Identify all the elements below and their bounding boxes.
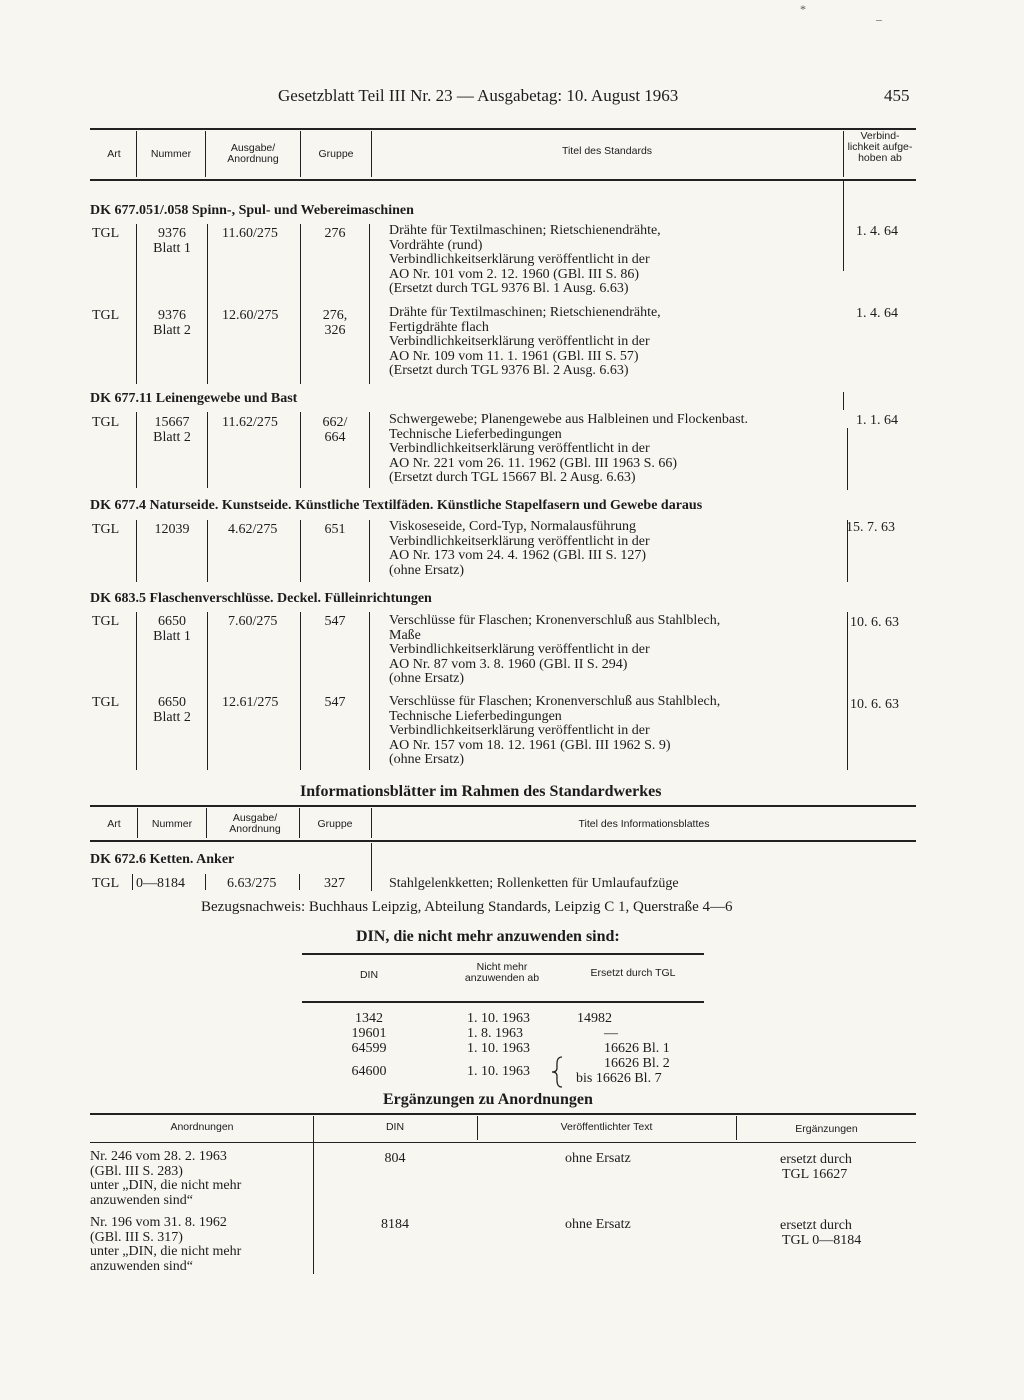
section-heading: DK 683.5 Flaschenverschlüsse. Deckel. Fülleinrichtungen bbox=[90, 591, 432, 606]
titel-line: AO Nr. 87 vom 3. 8. 1960 (GBl. II S. 294) bbox=[389, 656, 628, 672]
din-cell: 8184 bbox=[381, 1217, 409, 1232]
blatt-cell: Blatt 2 bbox=[153, 710, 191, 725]
titel-line: Technische Lieferbedingungen bbox=[389, 426, 562, 442]
gruppe-cell: 327 bbox=[324, 876, 345, 891]
ab-cell: 1. 10. 1963 bbox=[467, 1041, 530, 1056]
info-col-header-art: Art bbox=[107, 818, 121, 830]
titel-line: (Ersetzt durch TGL 9376 Bl. 2 Ausg. 6.63) bbox=[389, 363, 629, 378]
col-header-titel: Titel des Standards bbox=[561, 145, 653, 157]
gruppe-cell: 276, bbox=[322, 308, 348, 323]
titel-line: Drähte für Textilmaschinen; Rietschienendrähte, bbox=[389, 305, 661, 320]
titel-line: Verschlüsse für Flaschen; Kronenverschluß aus Stahlblech, bbox=[389, 613, 721, 628]
din-cell: 64599 bbox=[351, 1041, 387, 1056]
supp-col-header-text: Veröffentlichter Text bbox=[560, 1121, 653, 1133]
info-col-header-ausgabe: Ausgabe/ Anordnung bbox=[229, 812, 281, 835]
section-heading: DK 677.051/.058 Spinn-, Spul- und Webereimaschinen bbox=[90, 203, 414, 218]
titel-line: (Ersetzt durch TGL 15667 Bl. 2 Ausg. 6.63) bbox=[389, 470, 636, 485]
art-cell: TGL bbox=[92, 695, 120, 710]
titel-cell bbox=[389, 306, 661, 379]
titel-line: AO Nr. 109 vom 11. 1. 1961 (GBl. III S. 57) bbox=[389, 348, 639, 364]
ausgabe-cell: 11.62/275 bbox=[222, 415, 278, 430]
ersetzt-cell: bis 16626 Bl. 7 bbox=[576, 1071, 662, 1086]
titel-line: Verbindlichkeitserklärung veröffentlicht in der bbox=[389, 252, 650, 267]
anordnung-line: unter „DIN, die nicht mehr bbox=[90, 1178, 242, 1193]
din-cell: 19601 bbox=[351, 1026, 387, 1041]
source-note: Bezugsnachweis: Buchhaus Leipzig, Abteilung Standards, Leipzig C 1, Querstraße 4—6 bbox=[201, 899, 733, 915]
ersetzt-cell: — bbox=[604, 1026, 618, 1041]
art-cell: TGL bbox=[92, 876, 120, 891]
info-table-heading: Informationsblätter im Rahmen des Standardwerkes bbox=[300, 783, 662, 800]
blatt-cell: Blatt 2 bbox=[153, 323, 191, 338]
nummer-cell: 9376 bbox=[158, 308, 186, 323]
titel-line: Fertigdrähte flach bbox=[389, 319, 489, 335]
page-header-title: Gesetzblatt Teil III Nr. 23 — Ausgabetag: 10. August 1963 bbox=[278, 86, 679, 105]
titel-line: Verschlüsse für Flaschen; Kronenverschluß aus Stahlblech, bbox=[389, 694, 721, 709]
titel-line: Schwergewebe; Planengewebe aus Halbleinen und Flockenbast. bbox=[389, 412, 748, 427]
aufgehoben-cell: 15. 7. 63 bbox=[846, 520, 895, 535]
corner-mark-dot: * bbox=[800, 2, 806, 16]
titel-line: Maße bbox=[389, 627, 421, 643]
gruppe-cell: 664 bbox=[324, 430, 346, 445]
din-cell: 1342 bbox=[355, 1011, 383, 1026]
ergaenzung-line: TGL 0—8184 bbox=[782, 1232, 862, 1248]
ergaenzung-line: ersetzt durch bbox=[780, 1152, 852, 1167]
titel-line: Vordrähte (rund) bbox=[389, 237, 483, 253]
anordnung-line: Nr. 196 vom 31. 8. 1962 bbox=[90, 1215, 227, 1230]
anordnung-line: Nr. 246 vom 28. 2. 1963 bbox=[90, 1149, 227, 1164]
titel-line: Verbindlichkeitserklärung veröffentlicht in der bbox=[389, 642, 650, 657]
info-col-header-nummer: Nummer bbox=[151, 818, 193, 830]
nummer-cell: 0—8184 bbox=[136, 876, 185, 891]
ergaenzung-line: TGL 16627 bbox=[782, 1166, 848, 1182]
din-col-header-ab: Nicht mehr anzuwenden ab bbox=[464, 961, 540, 984]
titel-cell bbox=[389, 413, 748, 486]
supp-col-header-din: DIN bbox=[385, 1121, 405, 1133]
ergaenzung-cell bbox=[780, 1219, 861, 1248]
ab-cell: 1. 10. 1963 bbox=[467, 1064, 530, 1079]
aufgehoben-cell: 1. 4. 64 bbox=[856, 224, 898, 239]
ausgabe-cell: 11.60/275 bbox=[222, 226, 278, 241]
anordnung-line: anzuwenden sind“ bbox=[90, 1258, 194, 1274]
ausgabe-cell: 7.60/275 bbox=[228, 614, 278, 629]
info-col-header-gruppe: Gruppe bbox=[317, 818, 353, 830]
nummer-cell: 15667 bbox=[154, 415, 190, 430]
ausgabe-cell: 4.62/275 bbox=[228, 522, 278, 537]
art-cell: TGL bbox=[92, 226, 120, 241]
ausgabe-cell: 12.60/275 bbox=[222, 308, 279, 323]
titel-cell bbox=[389, 520, 650, 578]
titel-line: (ohne Ersatz) bbox=[389, 671, 465, 686]
text-cell: ohne Ersatz bbox=[565, 1217, 631, 1232]
anordnung-line: (GBl. III S. 283) bbox=[90, 1163, 183, 1179]
titel-line: AO Nr. 101 vom 2. 12. 1960 (GBl. III S. 86) bbox=[389, 266, 640, 282]
aufgehoben-cell: 1. 4. 64 bbox=[856, 306, 898, 321]
titel-line: Drähte für Textilmaschinen; Rietschienendrähte, bbox=[389, 223, 661, 238]
titel-line: AO Nr. 173 vom 24. 4. 1962 (GBl. III S. 127) bbox=[389, 548, 647, 563]
titel-line: Verbindlichkeitserklärung veröffentlicht in der bbox=[389, 334, 650, 349]
gruppe-cell: 547 bbox=[324, 614, 346, 629]
blatt-cell: Blatt 1 bbox=[153, 241, 191, 256]
ausgabe-cell: 12.61/275 bbox=[222, 695, 279, 710]
aufgehoben-cell: 1. 1. 64 bbox=[856, 413, 898, 428]
titel-line: AO Nr. 157 vom 18. 12. 1961 (GBl. III 1962 S. 9) bbox=[389, 737, 671, 753]
gruppe-cell: 547 bbox=[324, 695, 346, 710]
nummer-cell: 6650 bbox=[158, 614, 186, 629]
din-cell: 64600 bbox=[351, 1064, 387, 1079]
titel-line: (ohne Ersatz) bbox=[389, 752, 465, 767]
col-header-aufgehoben: Verbind- lichkeit aufge- hoben ab bbox=[847, 130, 913, 164]
din-table-heading: DIN, die nicht mehr anzuwenden sind: bbox=[356, 928, 620, 945]
ausgabe-cell: 6.63/275 bbox=[227, 876, 277, 891]
supp-col-header-anordnungen: Anordnungen bbox=[170, 1121, 234, 1133]
din-col-header-ersetzt: Ersetzt durch TGL bbox=[590, 967, 676, 979]
col-header-nummer: Nummer bbox=[150, 148, 192, 160]
aufgehoben-cell: 10. 6. 63 bbox=[850, 697, 899, 712]
titel-line: AO Nr. 221 vom 26. 11. 1962 (GBl. III 1963 S. 66) bbox=[389, 455, 678, 471]
curly-brace-icon bbox=[550, 1055, 566, 1089]
titel-line: Viskoseseide, Cord-Typ, Normalausführung bbox=[389, 519, 637, 534]
titel-line: Verbindlichkeitserklärung veröffentlicht in der bbox=[389, 533, 650, 549]
din-cell: 804 bbox=[384, 1151, 406, 1166]
blatt-cell: Blatt 1 bbox=[153, 629, 191, 644]
titel-cell bbox=[389, 614, 720, 687]
din-col-header-din: DIN bbox=[359, 969, 379, 981]
corner-mark-dash: – bbox=[876, 12, 882, 26]
ergaenzung-line: ersetzt durch bbox=[780, 1218, 852, 1233]
gruppe-cell: 276 bbox=[324, 226, 346, 241]
gruppe-cell: 662/ bbox=[322, 415, 348, 430]
section-heading: DK 672.6 Ketten. Anker bbox=[90, 852, 235, 867]
col-header-gruppe: Gruppe bbox=[318, 148, 354, 160]
art-cell: TGL bbox=[92, 522, 120, 537]
titel-line: Technische Lieferbedingungen bbox=[389, 708, 562, 724]
anordnung-line: unter „DIN, die nicht mehr bbox=[90, 1244, 242, 1259]
section-heading: DK 677.11 Leinengewebe und Bast bbox=[90, 391, 298, 406]
anordnung-cell bbox=[90, 1216, 241, 1274]
titel-cell: Stahlgelenkketten; Rollenketten für Umlaufaufzüge bbox=[389, 876, 679, 891]
ersetzt-cell: 14982 bbox=[577, 1011, 612, 1026]
page-number: 455 bbox=[884, 86, 910, 105]
supplement-table-heading: Ergänzungen zu Anordnungen bbox=[383, 1091, 593, 1108]
nummer-cell: 6650 bbox=[158, 695, 186, 710]
nummer-cell: 12039 bbox=[154, 522, 190, 537]
titel-line: Verbindlichkeitserklärung veröffentlicht in der bbox=[389, 723, 650, 738]
anordnung-line: anzuwenden sind“ bbox=[90, 1192, 194, 1208]
ab-cell: 1. 8. 1963 bbox=[467, 1026, 523, 1041]
col-header-ausgabe: Ausgabe/ Anordnung bbox=[227, 142, 279, 165]
aufgehoben-cell: 10. 6. 63 bbox=[850, 615, 899, 630]
gruppe-cell: 326 bbox=[324, 323, 346, 338]
titel-line: (ohne Ersatz) bbox=[389, 562, 465, 578]
titel-cell bbox=[389, 224, 661, 297]
blatt-cell: Blatt 2 bbox=[153, 430, 191, 445]
titel-line: (Ersetzt durch TGL 9376 Bl. 1 Ausg. 6.63) bbox=[389, 281, 629, 296]
art-cell: TGL bbox=[92, 308, 120, 323]
art-cell: TGL bbox=[92, 614, 120, 629]
art-cell: TGL bbox=[92, 415, 120, 430]
titel-cell bbox=[389, 695, 720, 768]
col-header-art: Art bbox=[107, 148, 121, 160]
ergaenzung-cell bbox=[780, 1153, 852, 1182]
ersetzt-cell: 16626 Bl. 1 bbox=[604, 1041, 670, 1056]
ersetzt-cell: 16626 Bl. 2 bbox=[604, 1056, 670, 1071]
info-col-header-titel: Titel des Informationsblattes bbox=[578, 818, 710, 830]
text-cell: ohne Ersatz bbox=[565, 1151, 631, 1166]
anordnung-line: (GBl. III S. 317) bbox=[90, 1229, 183, 1245]
nummer-cell: 9376 bbox=[158, 226, 186, 241]
titel-line: Verbindlichkeitserklärung veröffentlicht in der bbox=[389, 441, 650, 456]
supp-col-header-ergaenzungen: Ergänzungen bbox=[795, 1123, 858, 1135]
anordnung-cell bbox=[90, 1150, 241, 1208]
section-heading: DK 677.4 Naturseide. Kunstseide. Künstliche Textilfäden. Künstliche Stapelfasern und Gewebe daraus bbox=[90, 498, 703, 513]
gruppe-cell: 651 bbox=[324, 522, 346, 537]
ab-cell: 1. 10. 1963 bbox=[467, 1011, 530, 1026]
